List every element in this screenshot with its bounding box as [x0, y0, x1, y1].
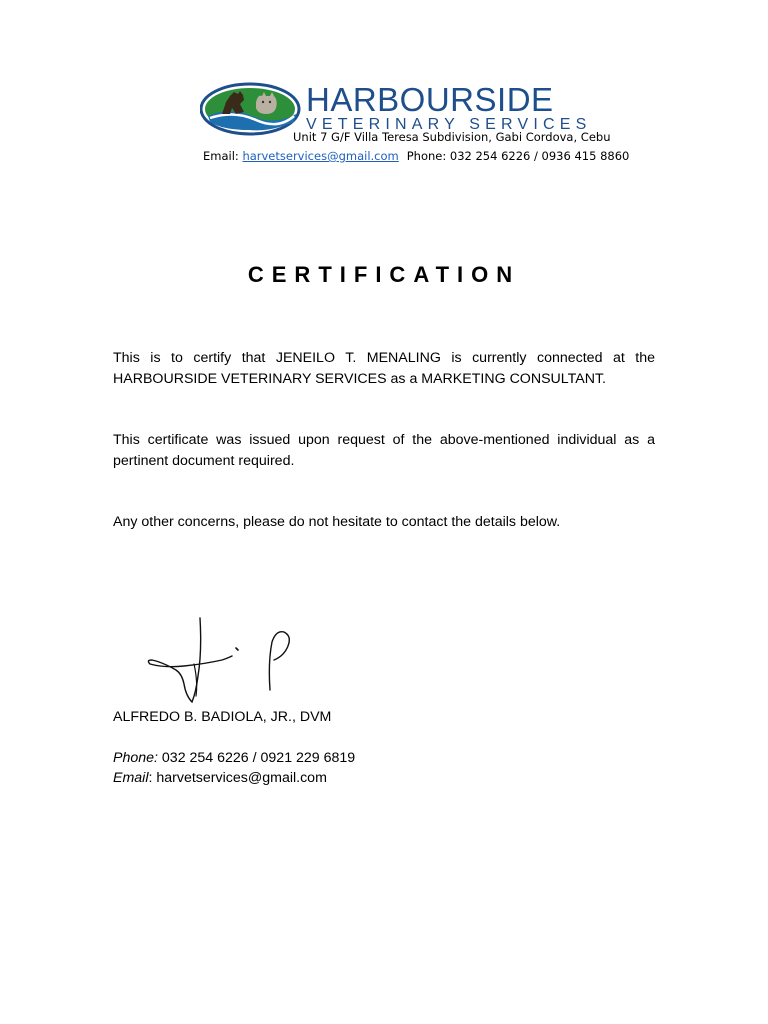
phone-text: Phone: 032 254 6226 / 0936 415 8860: [406, 149, 630, 163]
email-value: : harvetservices@gmail.com: [148, 770, 327, 786]
purpose-paragraph: This certificate was issued upon request of the above-mentioned individual as a pertinent document required.: [113, 432, 655, 469]
signatory-email: [113, 768, 327, 789]
certification-paragraph: This is to certify that JENEILO T. MENALING is currently connected at the HARBOURSIDE VETERINARY SERVICES as a MARKETING CONSULTANT.: [113, 350, 655, 387]
letterhead-contact: [203, 149, 629, 164]
signatory-name: ALFREDO B. BADIOLA, JR., DVM: [113, 709, 332, 725]
document-title: CERTIFICATION: [247, 262, 521, 287]
phone-value: 032 254 6226 / 0921 229 6819: [157, 750, 356, 766]
contact-paragraph: Any other concerns, please do not hesitate to contact the details below.: [113, 514, 561, 530]
brand-name: HARBOURSIDE: [306, 81, 554, 118]
email-link[interactable]: harvetservices@gmail.com: [242, 149, 399, 163]
phone-label: Phone:: [113, 750, 158, 766]
brand-subtitle: VETERINARY SERVICES: [306, 116, 592, 133]
letterhead-address: Unit 7 G/F Villa Teresa Subdivision, Gabi Cordova, Cebu: [293, 130, 611, 144]
email-label: Email: [113, 770, 149, 786]
email-label: Email:: [203, 149, 243, 163]
handwritten-signature-icon: [112, 612, 328, 708]
dog-and-cat-on-wave-emblem-icon: [200, 82, 304, 136]
signatory-phone: [113, 748, 355, 769]
